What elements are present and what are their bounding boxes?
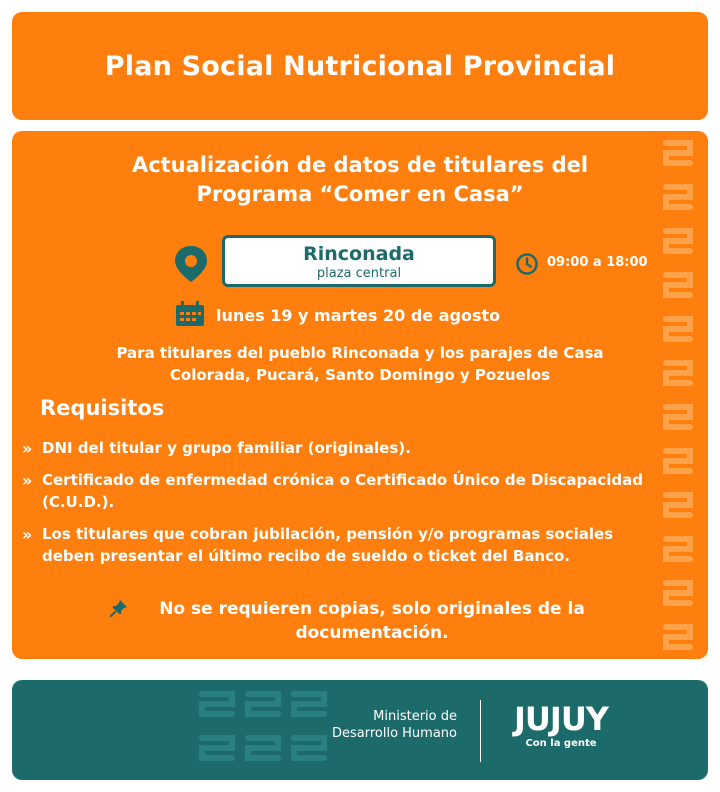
chevron-right-icon: » [22,471,33,490]
requirements-list [20,437,650,577]
location-place: plaza central [316,266,402,281]
clock-icon [515,252,539,276]
calendar-icon [175,301,205,327]
requirement-text: Los titulares que cobran jubilación, pensión y/o programas sociales deben presentar el último recibo de sueldo o ticket del Banco. [42,525,614,565]
jujuy-logo [502,702,620,749]
chevron-right-icon: » [22,439,33,458]
requirement-text: DNI del titular y grupo familiar (originales). [42,439,411,457]
footer-divider [480,700,481,762]
ministry-line: Ministerio de [373,709,457,724]
program-subtitle [12,151,708,209]
header-banner [12,12,708,120]
subtitle-line: Actualización de datos de titulares del [131,153,589,177]
ministry-line: Desarrollo Humano [331,726,457,741]
originals-note: No se requieren copias, solo originales de la documentación. [159,599,585,643]
list-item [20,469,650,513]
audience-line: Para titulares del pueblo Rinconada y los parajes de Casa [116,344,604,362]
list-item [20,523,650,567]
subtitle-line: Programa “Comer en Casa” [196,182,524,206]
location-box [222,235,496,287]
decorative-pattern [192,680,332,780]
hours-text: 09:00 a 18:00 [547,255,648,270]
decorative-pattern [646,131,708,659]
event-dates: lunes 19 y martes 20 de agosto [216,306,501,325]
location-pin-icon [172,244,210,284]
requirements-heading: Requisitos [40,396,165,420]
chevron-right-icon: » [22,525,33,544]
logo-word: JUJUY [514,700,608,738]
footer-banner [12,680,708,780]
requirement-text: Certificado de enfermedad crónica o Certificado Único de Discapacidad (C.U.D.). [42,471,644,511]
location-name: Rinconada [303,243,415,265]
page-title: Plan Social Nutricional Provincial [104,50,616,82]
logo-tagline: Con la gente [525,738,597,749]
list-item [20,437,650,459]
ministry-name [312,708,457,742]
audience-line: Colorada, Pucará, Santo Domingo y Pozuelos [169,366,551,384]
info-card [12,131,708,659]
audience-text [72,342,648,386]
